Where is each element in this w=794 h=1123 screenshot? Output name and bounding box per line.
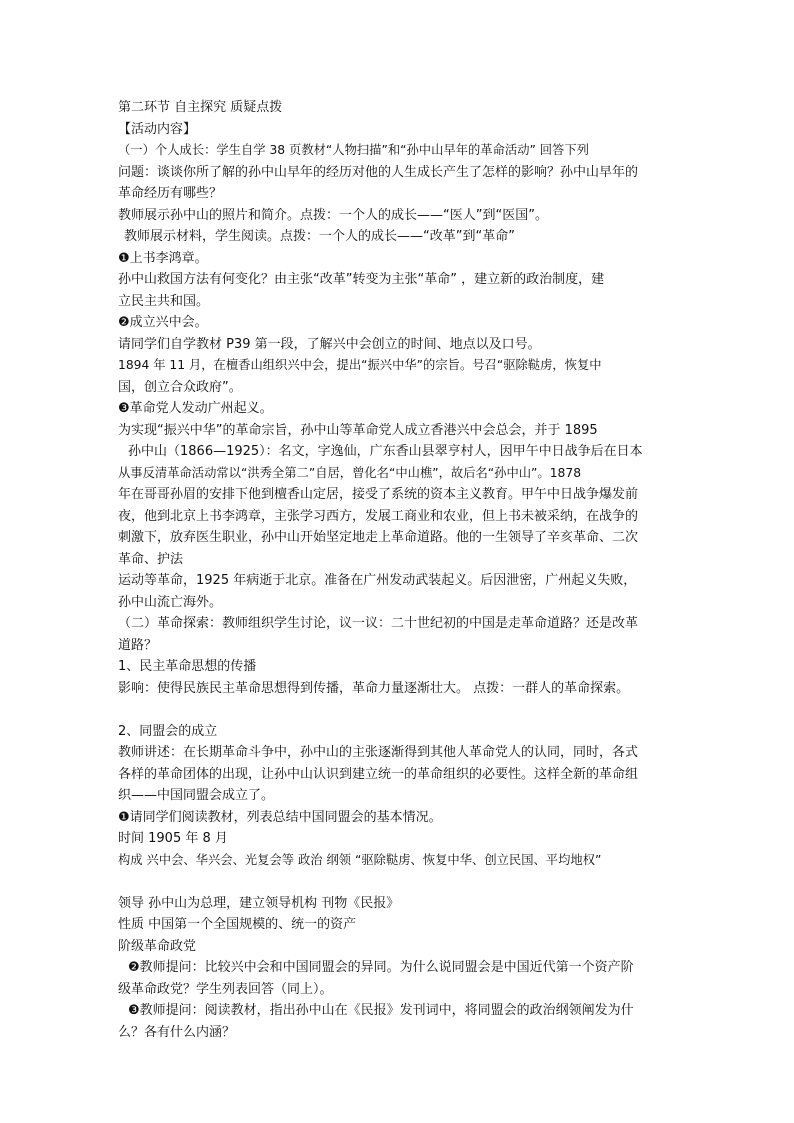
biography-line: 夜，他到北京上书李鸿章，主张学习西方，发展工商业和农业，但上书未被采纳，在战争的 [118, 508, 639, 524]
paragraph-line: （一）个人成长：学生自学 38 页教材“人物扫描”和“孙中山早年的革命活动” 回答下列 [118, 143, 589, 157]
subheading: 2、同盟会的成立 [118, 723, 218, 739]
paragraph-line: 问题：谈谈你所了解的孙中山早年的经历对他的人生成长产生了怎样的影响？孙中山早年的 [118, 164, 639, 180]
paragraph-line: 国，创立合众政府”。 [118, 379, 242, 395]
paragraph-line: 请同学们自学教材 P39 第一段，了解兴中会创立的时间、地点以及口号。 [118, 336, 541, 352]
paragraph-line: 影响：使得民族民主革命思想得到传播，革命力量逐渐壮大。 点拨：一群人的革命探索。 [118, 680, 630, 696]
blank-line [118, 871, 688, 893]
paragraph-line: 孙中山流亡海外。 [118, 594, 223, 610]
biography-line: 革命、护法 [118, 551, 184, 567]
document-page [118, 97, 688, 1043]
numbered-item: ❸教师提问：阅读教材，指出孙中山在《民报》发刊词中，将同盟会的政治纲领阐发为什 [128, 1003, 634, 1018]
numbered-item: ❷成立兴中会。 [118, 315, 208, 330]
paragraph-line: 为实现“振兴中华”的革命宗旨，孙中山等革命党人成立香港兴中会总会，并于 1895 [118, 422, 598, 438]
section-heading: 第二环节 自主探究 质疑点拨 [118, 100, 283, 115]
paragraph-line: 级革命政党？学生列表回答（同上）。 [118, 981, 333, 997]
paragraph-line: 各样的革命团体的出现，让孙中山认识到建立统一的革命组织的必要性。这样全新的革命组 [118, 766, 639, 782]
paragraph-line: （二）革命探索：教师组织学生讨论，议一议：二十世纪初的中国是走革命道路？还是改革 [118, 616, 639, 631]
numbered-item: ❶请同学们阅读教材，列表总结中国同盟会的基本情况。 [118, 809, 442, 825]
paragraph-line: 教师展示孙中山的照片和简介。点拨：一个人的成长——“医人”到“医国”。 [118, 207, 548, 223]
table-row-text: 构成 兴中会、华兴会、光复会等 政治 纲领 “驱除鞑虏、恢复中华、创立民国、平均地权” [118, 852, 602, 867]
numbered-item: ❸革命党人发动广州起义。 [118, 401, 273, 416]
paragraph-line: 孙中山救国方法有何变化？由主张“改革”转变为主张“革命” ，建立新的政治制度，建 [118, 272, 605, 287]
paragraph-line: 1894 年 11 月，在檀香山组织兴中会，提出“振兴中华”的宗旨。号召“驱除鞑虏，恢复中 [118, 358, 602, 372]
paragraph-line: 么？各有什么内涵？ [118, 1024, 236, 1040]
paragraph-line: 教师讲述：在长期革命斗争中，孙中山的主张逐渐得到其他人革命党人的认同，同时，各式 [118, 745, 639, 760]
numbered-item: ❷教师提问：比较兴中会和中国同盟会的异同。为什么说同盟会是中国近代第一个资产阶 [128, 960, 634, 975]
biography-line: 刺激下，放弃医生职业，孙中山开始坚定地走上革命道路。他的一生领导了辛亥革命、二次 [118, 530, 639, 545]
paragraph-line: 革命经历有哪些？ [118, 186, 223, 201]
biography-line: 从事反清革命活动常以“洪秀全第二”自居，曾化名“中山樵”，故后名“孙中山”。1878 [118, 465, 582, 480]
paragraph-line: 道路？ [118, 637, 158, 653]
table-row-text: 领导 孙中山为总理，建立领导机构 刊物《民报》 [118, 895, 400, 911]
biography-line: 年在哥哥孙眉的安排下他到檀香山定居，接受了系统的资本主义教育。甲午中日战争爆发前 [118, 487, 639, 502]
paragraph-line: 教师展示材料，学生阅读。点拨：一个人的成长——“改革”到“革命” [124, 229, 515, 244]
numbered-item: ❶上书李鸿章。 [118, 250, 208, 266]
paragraph-line: 织——中国同盟会成立了。 [118, 788, 275, 803]
paragraph-line: 运动等革命，1925 年病逝于北京。准备在广州发动武装起义。后因泄密，广州起义失败， [118, 573, 637, 588]
table-row-text: 时间 1905 年 8 月 [118, 831, 228, 846]
paragraph-line: 立民主共和国。 [118, 293, 210, 309]
table-row-text: 阶级革命政党 [118, 938, 197, 954]
subheading: 1、民主革命思想的传播 [118, 659, 257, 674]
biography-line: 孙中山（1866—1925）：名文，字逸仙，广东香山县翠亨村人，因甲午中日战争后在日本 [128, 444, 643, 459]
table-row-text: 性质 中国第一个全国规模的、统一的资产 [118, 917, 357, 932]
blank-line [118, 699, 688, 721]
activity-heading: 【活动内容】 [118, 121, 197, 137]
